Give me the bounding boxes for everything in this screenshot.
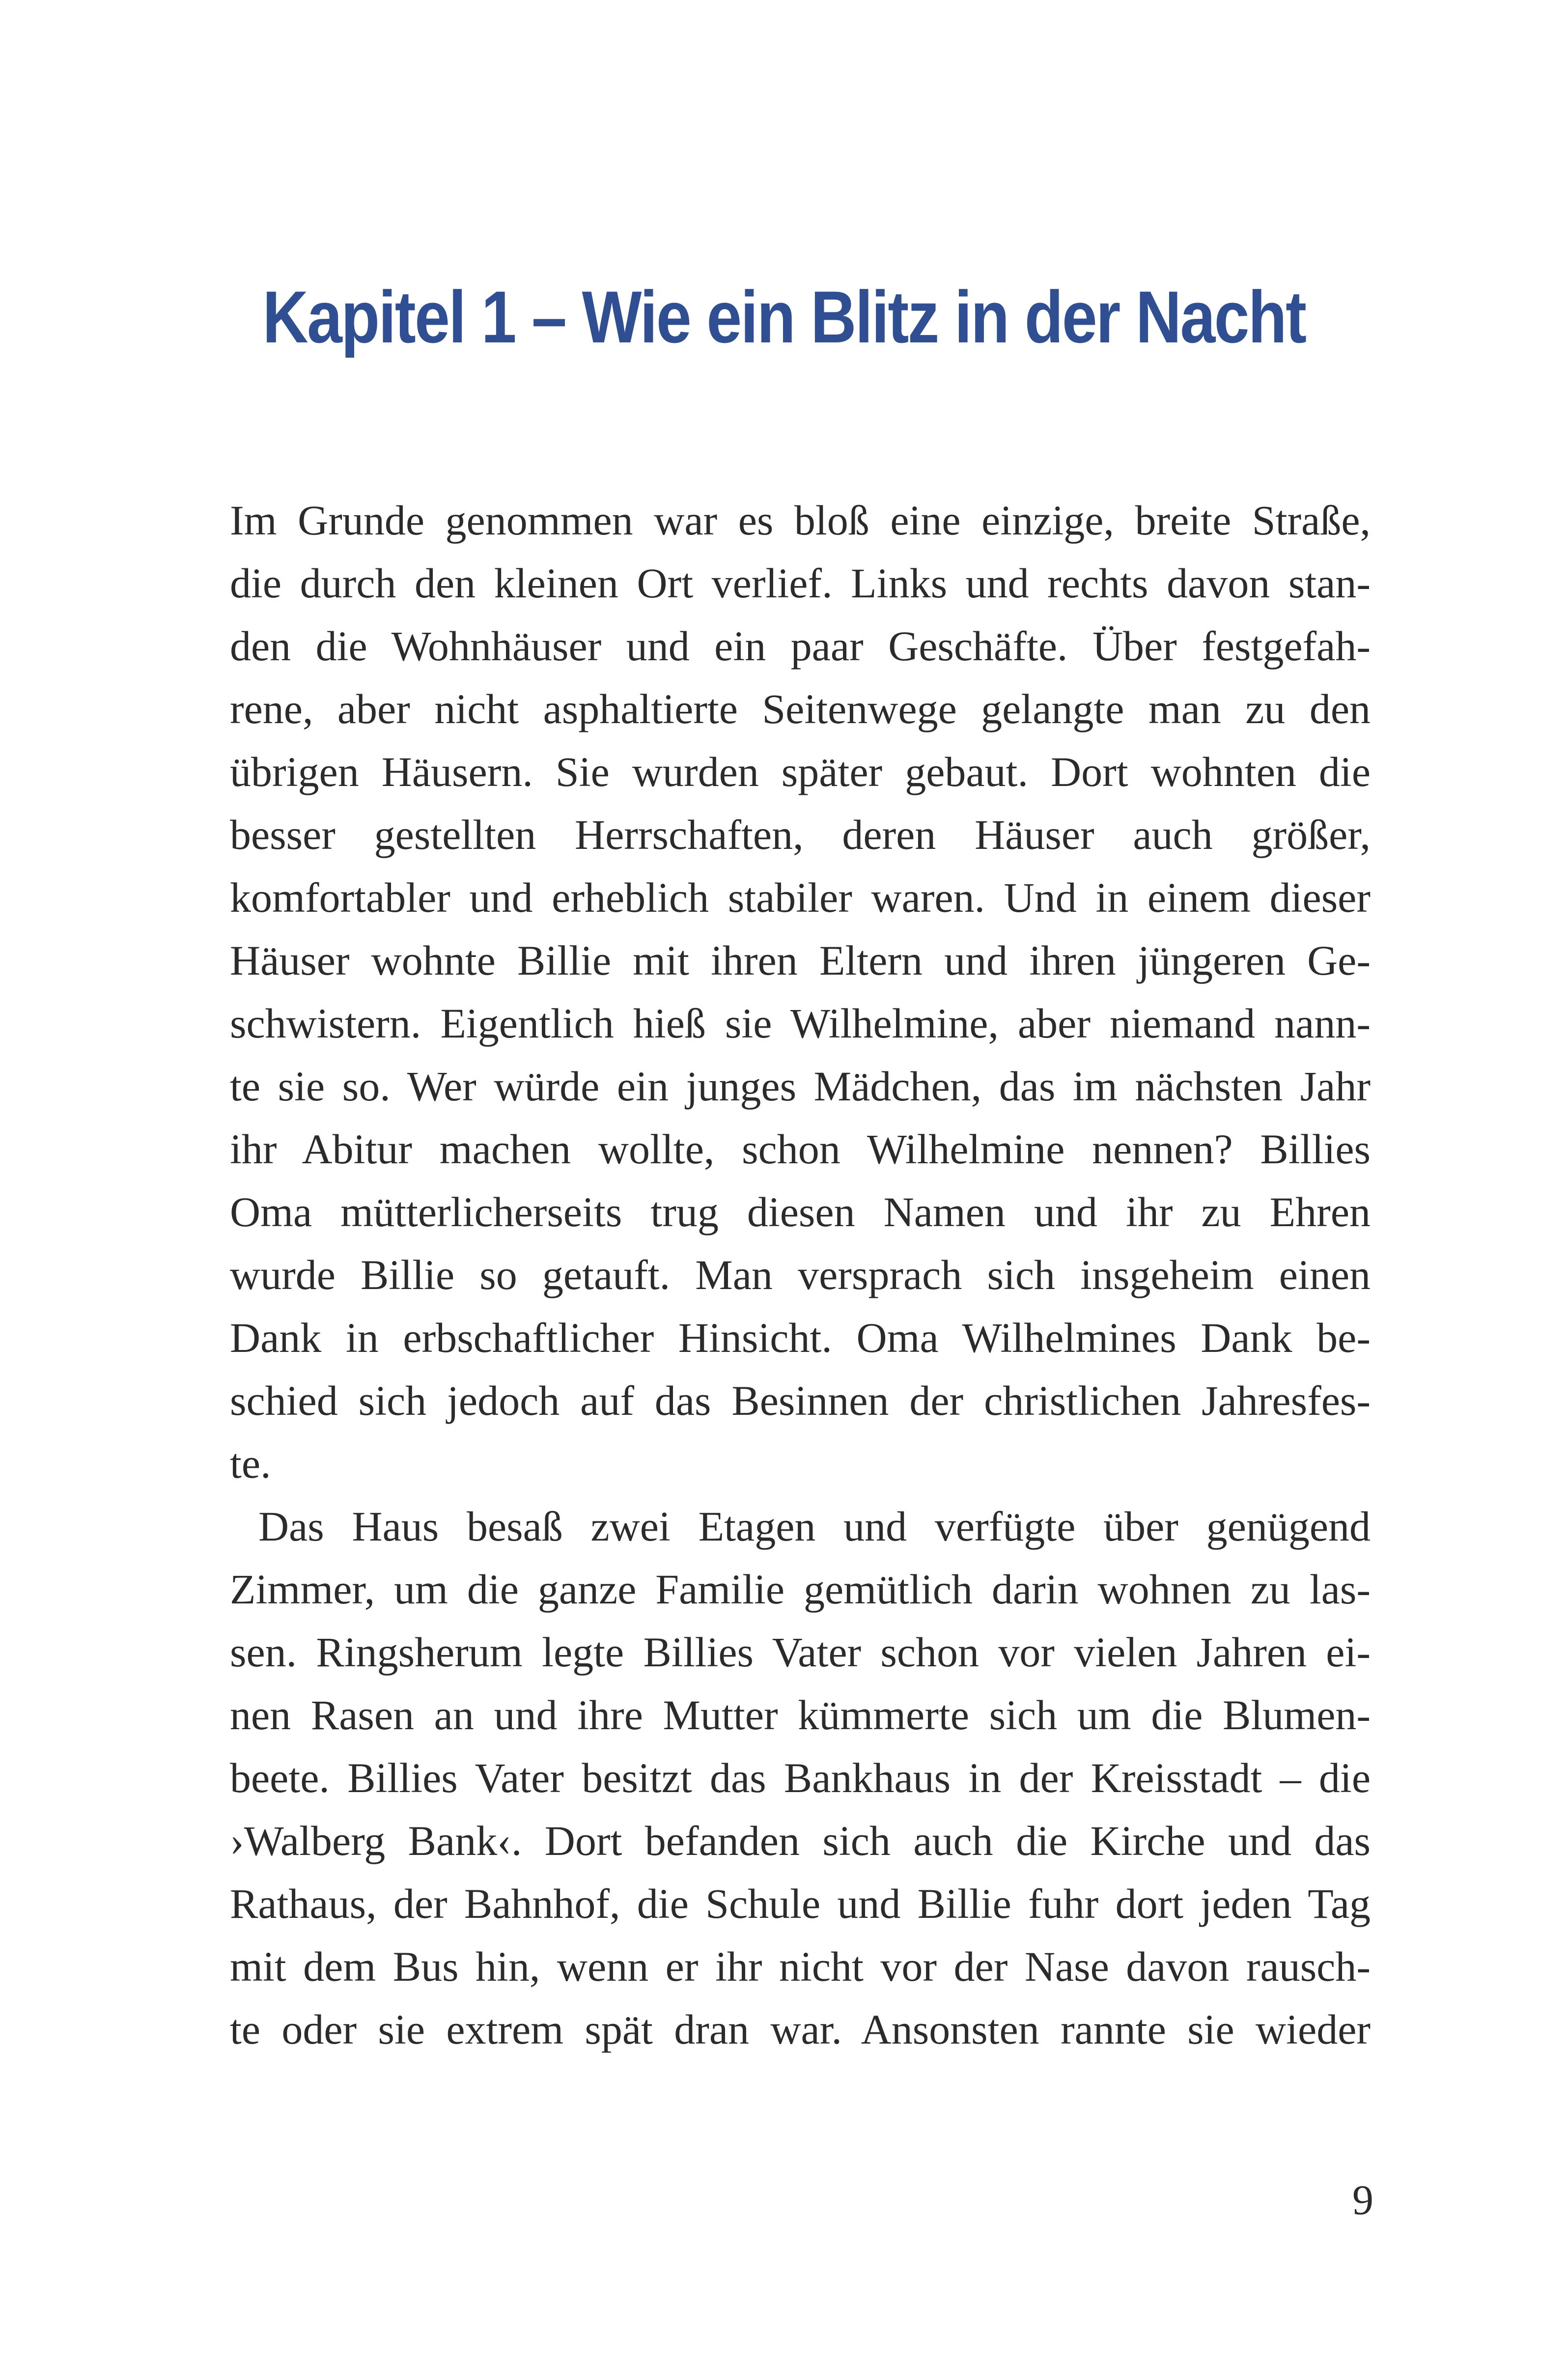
text-line: Im Grunde genommen war es bloß eine einzige, breite Straße, [230, 497, 1371, 544]
text-line: nen Rasen an und ihre Mutter kümmerte sich um die Blumen- [230, 1691, 1371, 1739]
text-line: Dank in erbschaftlicher Hinsicht. Oma Wilhelmines Dank be- [230, 1314, 1371, 1361]
text-line: rene, aber nicht asphaltierte Seitenwege gelangte man zu den [230, 685, 1371, 732]
text-line: Oma mütterlicherseits trug diesen Namen und ihr zu Ehren [230, 1188, 1371, 1235]
text-line: mit dem Bus hin, wenn er ihr nicht vor der Nase davon rausch- [230, 1943, 1371, 1990]
text-line: beete. Billies Vater besitzt das Bankhaus in der Kreisstadt – die [230, 1754, 1371, 1801]
text-line: schied sich jedoch auf das Besinnen der christlichen Jahresfes- [230, 1377, 1371, 1424]
text-line: ›Walberg Bank‹. Dort befanden sich auch die Kirche und das [230, 1817, 1371, 1864]
chapter-title: Kapitel 1 – Wie ein Blitz in der Nacht [262, 276, 1306, 358]
text-line: schwistern. Eigentlich hieß sie Wilhelmine, aber niemand nann- [230, 1000, 1371, 1047]
text-line: den die Wohnhäuser und ein paar Geschäfte. Über festgefah- [230, 622, 1371, 670]
text-line: Rathaus, der Bahnhof, die Schule und Billie fuhr dort jeden Tag [230, 1880, 1371, 1927]
text-line: die durch den kleinen Ort verlief. Links und rechts davon stan- [230, 560, 1371, 607]
text-line: übrigen Häusern. Sie wurden später gebaut. Dort wohnten die [230, 748, 1371, 795]
text-line: ihr Abitur machen wollte, schon Wilhelmine nennen? Billies [230, 1125, 1371, 1173]
text-line: Häuser wohnte Billie mit ihren Eltern und ihren jüngeren Ge- [230, 937, 1371, 984]
text-line: komfortabler und erheblich stabiler waren. Und in einem dieser [230, 874, 1371, 921]
text-line: te oder sie extrem spät dran war. Ansonsten rannte sie wieder [230, 2006, 1371, 2053]
text-line: wurde Billie so getauft. Man versprach sich insgeheim einen [230, 1251, 1371, 1298]
body-text [230, 489, 1371, 2061]
text-line: te sie so. Wer würde ein junges Mädchen, das im nächsten Jahr [230, 1063, 1371, 1110]
text-line: sen. Ringsherum legte Billies Vater schon vor vielen Jahren ei- [230, 1628, 1371, 1676]
text-line: te. [230, 1440, 271, 1487]
paragraph-2 [230, 1495, 1371, 2061]
paragraph-1 [230, 489, 1371, 1495]
text-line: Zimmer, um die ganze Familie gemütlich darin wohnen zu las- [230, 1566, 1371, 1613]
page-number: 9 [1352, 2176, 1373, 2223]
text-line: besser gestellten Herrschaften, deren Häuser auch größer, [230, 811, 1371, 858]
text-line: Das Haus besaß zwei Etagen und verfügte über genügend [258, 1503, 1371, 1550]
